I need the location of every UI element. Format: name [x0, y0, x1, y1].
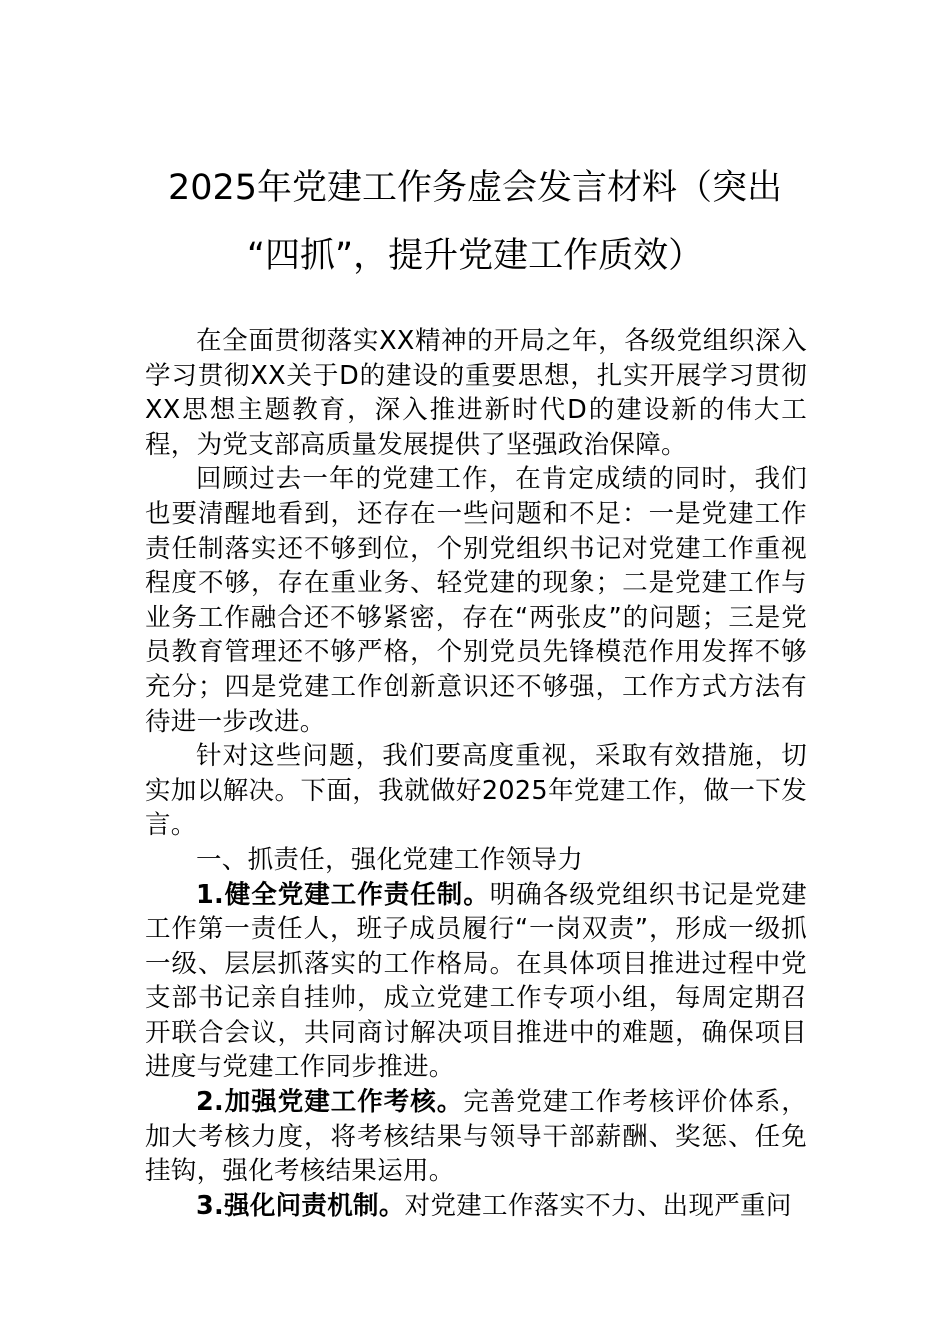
- list-item: [145, 1189, 807, 1224]
- item-text: 明确各级党组织书记是党建工作第一责任人，班子成员履行“一岗双责”，形成一级抓一级、层层抓落实的工作格局。在具体项目推进过程中党支部书记亲自挂帅，成立党建工作专项小组，每周定期召开联合会议，共同商讨解决项目推进中的难题，确保项目进度与党建工作同步推进。: [145, 879, 807, 1083]
- item-text: 对党建工作落实不力、出现严重问: [404, 1190, 792, 1221]
- item-lead: 1.健全党建工作责任制。: [196, 879, 490, 910]
- item-text: 完善党建工作考核评价体系，加大考核力度，将考核结果与领导干部薪酬、奖惩、任免挂钩，强化考核结果运用。: [145, 1087, 807, 1187]
- document-title-line-2: “四抓”，提升党建工作质效）: [246, 236, 704, 276]
- list-item: [145, 878, 807, 1086]
- item-lead: 3.强化问责机制。: [196, 1190, 405, 1221]
- paragraph-review: 回顾过去一年的党建工作，在肯定成绩的同时，我们也要清醒地看到，还存在一些问题和不足：一是党建工作责任制落实还不够到位，个别党组织书记对党建工作重视程度不够，存在重业务、轻党建的现象；二是党建工作与业务工作融合还不够紧密，存在“两张皮”的问题；三是党员教育管理还不够严格，个别党员先锋模范作用发挥不够充分；四是党建工作创新意识还不够强，工作方式方法有待进一步改进。: [145, 464, 807, 737]
- item-lead: 2.加强党建工作考核。: [196, 1087, 464, 1118]
- document-body: [145, 324, 807, 1223]
- paragraph-response: 针对这些问题，我们要高度重视，采取有效措施，切实加以解决。下面，我就做好2025年党建工作，做一下发言。: [145, 741, 807, 841]
- paragraph-intro: 在全面贯彻落实XX精神的开局之年，各级党组织深入学习贯彻XX关于D的建设的重要思想，扎实开展学习贯彻XX思想主题教育，深入推进新时代D的建设新的伟大工程，为党支部高质量发展提供了坚强政治保障。: [145, 326, 807, 460]
- document-title-line-1: 2025年党建工作务虚会发言材料（突出: [167, 168, 783, 208]
- list-item: [145, 1085, 807, 1189]
- section-heading: 一、抓责任，强化党建工作领导力: [196, 844, 584, 875]
